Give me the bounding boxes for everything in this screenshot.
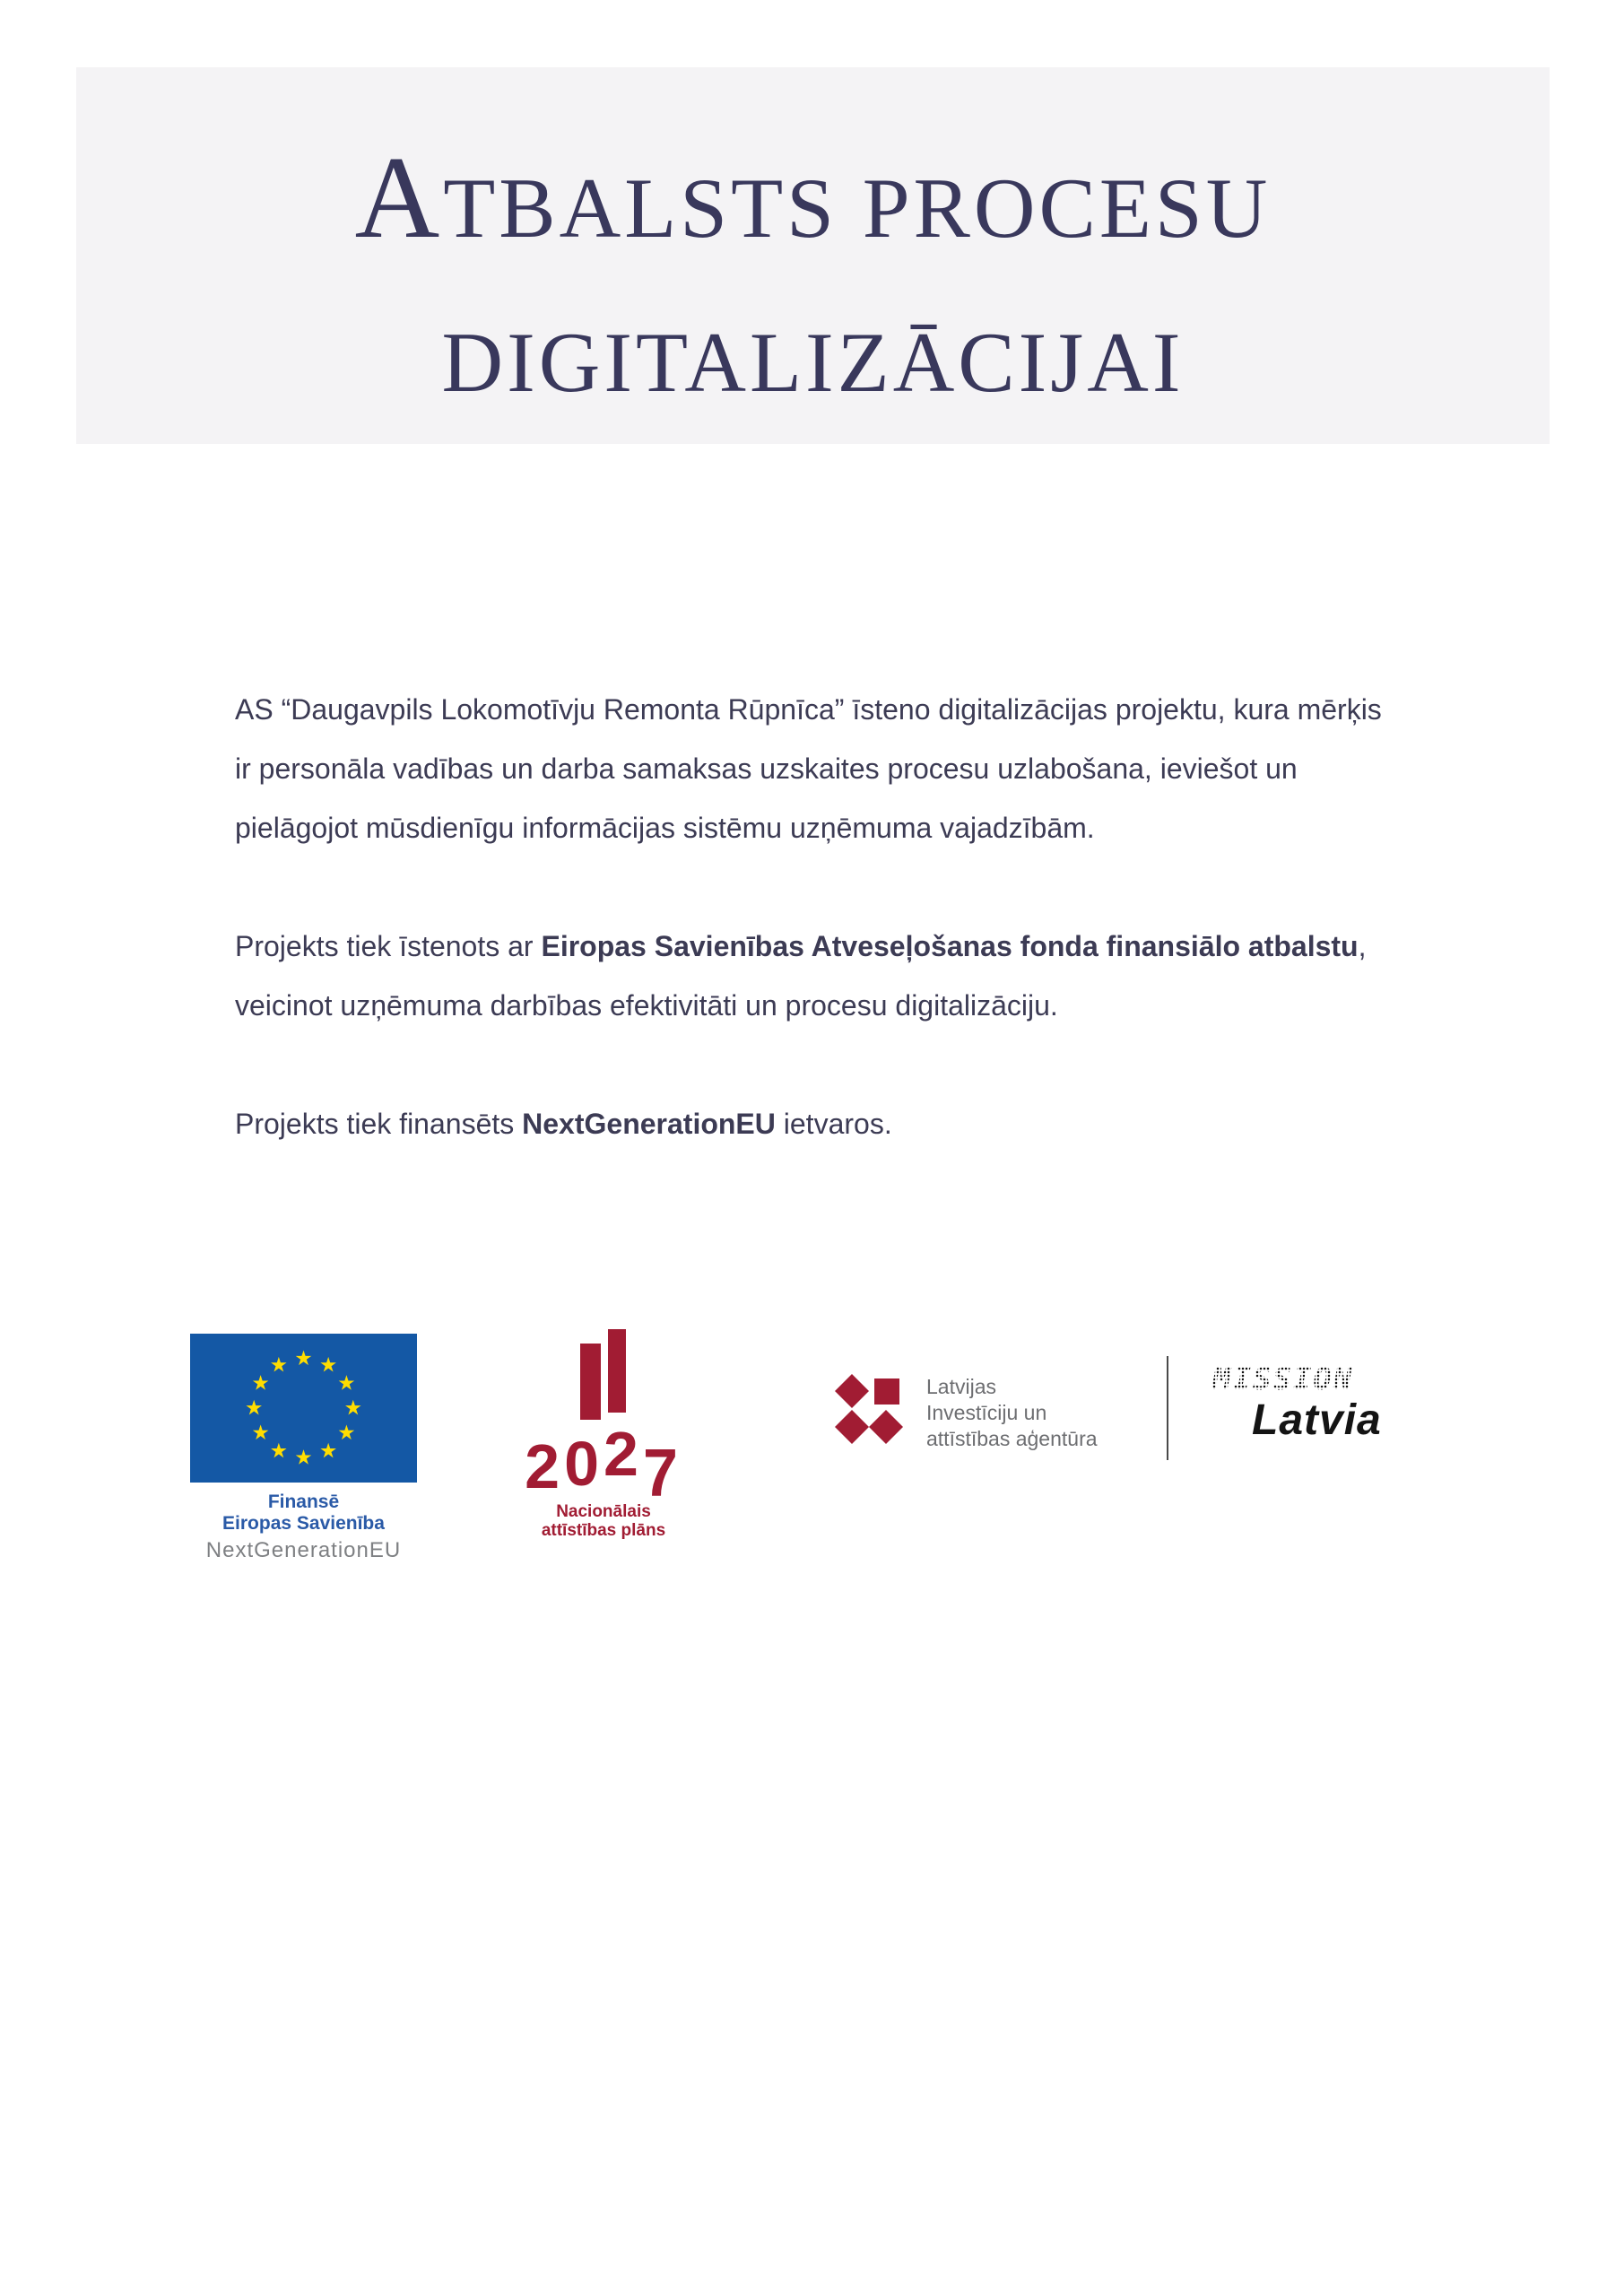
paragraph-2 [235, 917, 1382, 1035]
latvia-word: Latvia [1252, 1396, 1382, 1445]
nap-caption-line1: Nacionālais [556, 1502, 651, 1521]
paragraph-2-line-2: veicinot uzņēmuma darbības efektivitāti un procesu digitalizāciju. [235, 989, 1058, 1022]
nap-year [520, 1419, 687, 1511]
liaa-text-line3: attīstības aģentūra [926, 1427, 1098, 1450]
paragraph-3-line-1 [235, 1094, 1382, 1153]
paragraph-1-line-3: pielāgojot mūsdienīgu informācijas sistēmu uzņēmuma vajadzībām. [235, 812, 1095, 844]
nap-digit: 2 [525, 1431, 565, 1501]
nap2027-logo [520, 1327, 687, 1547]
liaa-logo [834, 1373, 1098, 1452]
title-line1-rest: TBALSTS PROCESU [443, 161, 1272, 256]
mission-latvia-logo [1212, 1361, 1392, 1445]
p3-bold-text: NextGenerationEU [522, 1108, 776, 1140]
nap-caption-line2: attīstības plāns [541, 1521, 666, 1540]
eu-flag-icon [190, 1334, 417, 1483]
p2-bold-text: Eiropas Savienības Atveseļošanas fonda finansiālo atbalstu [541, 930, 1359, 962]
nap-bar-icon [608, 1329, 626, 1413]
nap-bar-icon [580, 1344, 601, 1420]
body-text [235, 680, 1382, 1213]
eu-caption-line1: Finansē [267, 1492, 340, 1512]
ngeu-caption: NextGenerationEU [205, 1538, 402, 1562]
p2-normal-text: Projekts tiek īstenots ar [235, 930, 542, 962]
nap-digit: 7 [642, 1434, 682, 1511]
liaa-text-line2: Investīciju un [926, 1401, 1047, 1424]
p2-trailing-comma: , [1358, 930, 1367, 962]
header-banner [76, 67, 1550, 444]
logo-divider [1167, 1356, 1168, 1460]
title-initial: A [354, 133, 444, 263]
liaa-diamonds-icon [834, 1373, 906, 1445]
p3-trailing-text: ietvaros. [775, 1108, 892, 1140]
paragraph-1 [235, 680, 1382, 857]
mission-word: MISSION [1212, 1361, 1354, 1397]
p3-normal-text: Projekts tiek finansēts [235, 1108, 523, 1140]
paragraph-3 [235, 1094, 1382, 1153]
paragraph-1-line-1: AS “Daugavpils Lokomotīvju Remonta Rūpnīca” īsteno digitalizācijas projektu, kura mērķis [235, 693, 1382, 726]
paragraph-1-line-2: ir personāla vadības un darba samaksas uzskaites procesu uzlabošana, ieviešot un [235, 752, 1298, 785]
eu-caption-line2: Eiropas Savienība [222, 1513, 385, 1534]
liaa-text-line1: Latvijas [926, 1375, 996, 1398]
page-title-line2: DIGITALIZĀCIJAI [441, 315, 1185, 410]
eu-funding-logo [190, 1334, 417, 1563]
nap-digit: 2 [604, 1419, 643, 1489]
page-title-line1 [76, 133, 1550, 263]
paragraph-2-line-1 [235, 917, 1382, 976]
nap-digit: 0 [564, 1429, 604, 1499]
